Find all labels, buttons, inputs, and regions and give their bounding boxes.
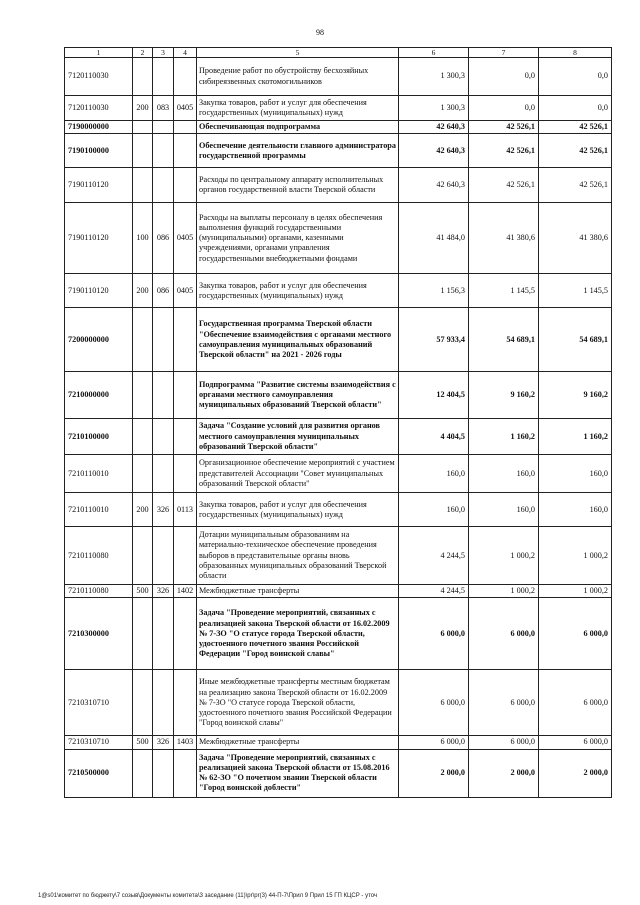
table-row: [65, 598, 612, 670]
row-code-cell: 7190110120: [65, 203, 133, 274]
row-ministry-cell: 326: [153, 736, 174, 749]
row-value-cell: 54 689,1: [539, 308, 612, 372]
table-row: [65, 585, 612, 598]
row-section-cell: 200: [133, 493, 153, 527]
row-ministry-cell: [153, 168, 174, 203]
header-cell: 1: [65, 48, 133, 58]
row-value-cell: 1 300,3: [399, 58, 469, 96]
header-cell: 4: [174, 48, 197, 58]
table-row: [65, 308, 612, 372]
row-name-cell: Межбюджетные трансферты: [197, 585, 399, 598]
header-cell: 8: [539, 48, 612, 58]
table-row: [65, 736, 612, 749]
table-row: [65, 96, 612, 121]
table-row: [65, 134, 612, 168]
row-name-cell: Государственная программа Тверской области "Обеспечение взаимодействия с органами местного самоуправления муниципальных образований Тверской области" на 2021 - 2026 годы: [197, 308, 399, 372]
row-name-cell: Межбюджетные трансферты: [197, 736, 399, 749]
row-name-cell: Задача "Проведение мероприятий, связанных с реализацией закона Тверской области от 15.08.2016 № 62-ЗО "О почетном звании Тверской области "Город воинской доблести": [197, 749, 399, 797]
row-code-cell: 7190110120: [65, 168, 133, 203]
row-ministry-cell: [153, 749, 174, 797]
row-section-cell: [133, 455, 153, 493]
row-value-cell: 6 000,0: [399, 736, 469, 749]
row-subsection-cell: [174, 58, 197, 96]
row-ministry-cell: 326: [153, 493, 174, 527]
row-value-cell: 160,0: [539, 455, 612, 493]
row-subsection-cell: [174, 749, 197, 797]
row-code-cell: 7190000000: [65, 121, 133, 134]
row-subsection-cell: [174, 527, 197, 585]
header-cell: 7: [469, 48, 539, 58]
row-value-cell: 1 145,5: [469, 274, 539, 308]
row-name-cell: Расходы по центральному аппарату исполнительных органов государственной власти Тверской области: [197, 168, 399, 203]
row-code-cell: 7190100000: [65, 134, 133, 168]
row-value-cell: 1 160,2: [539, 419, 612, 455]
row-value-cell: 0,0: [469, 58, 539, 96]
table-row: [65, 203, 612, 274]
row-ministry-cell: [153, 419, 174, 455]
row-code-cell: 7210500000: [65, 749, 133, 797]
row-code-cell: 7210100000: [65, 419, 133, 455]
row-name-cell: Обеспечивающая подпрограмма: [197, 121, 399, 134]
row-value-cell: 6 000,0: [539, 736, 612, 749]
row-code-cell: 7190110120: [65, 274, 133, 308]
row-code-cell: 7210110080: [65, 585, 133, 598]
row-value-cell: 1 160,2: [469, 419, 539, 455]
row-name-cell: Организационное обеспечение мероприятий с участием представителей Ассоциации "Совет муниципальных образований Тверской области": [197, 455, 399, 493]
table-row: [65, 121, 612, 134]
row-subsection-cell: [174, 168, 197, 203]
row-name-cell: Закупка товаров, работ и услуг для обеспечения государственных (муниципальных) нужд: [197, 493, 399, 527]
row-value-cell: 6 000,0: [469, 598, 539, 670]
row-section-cell: [133, 121, 153, 134]
row-value-cell: 41 380,6: [469, 203, 539, 274]
row-value-cell: 1 000,2: [539, 527, 612, 585]
row-value-cell: 12 404,5: [399, 372, 469, 419]
row-value-cell: 42 526,1: [469, 134, 539, 168]
row-value-cell: 41 484,0: [399, 203, 469, 274]
row-value-cell: 42 526,1: [539, 134, 612, 168]
row-value-cell: 6 000,0: [539, 598, 612, 670]
row-code-cell: 7200000000: [65, 308, 133, 372]
row-name-cell: Расходы на выплаты персоналу в целях обеспечения выполнения функций государственными (муниципальными) органами, казенными учреждениями, органами управления государственными внебюджетными фондами: [197, 203, 399, 274]
row-value-cell: 42 526,1: [539, 121, 612, 134]
row-ministry-cell: [153, 598, 174, 670]
page-number: 98: [316, 28, 324, 37]
row-code-cell: 7210310710: [65, 736, 133, 749]
row-subsection-cell: 1402: [174, 585, 197, 598]
row-value-cell: 9 160,2: [539, 372, 612, 419]
table-row: [65, 527, 612, 585]
row-subsection-cell: [174, 121, 197, 134]
row-value-cell: 160,0: [469, 493, 539, 527]
table-header-row: [65, 48, 612, 58]
table-row: [65, 58, 612, 96]
row-section-cell: [133, 527, 153, 585]
row-value-cell: 1 300,3: [399, 96, 469, 121]
row-subsection-cell: [174, 670, 197, 736]
row-ministry-cell: 086: [153, 274, 174, 308]
row-value-cell: 54 689,1: [469, 308, 539, 372]
table-row: [65, 670, 612, 736]
row-subsection-cell: 0405: [174, 203, 197, 274]
header-cell: 6: [399, 48, 469, 58]
row-code-cell: 7210110010: [65, 455, 133, 493]
row-value-cell: 6 000,0: [469, 736, 539, 749]
row-value-cell: 42 640,3: [399, 168, 469, 203]
row-value-cell: 6 000,0: [539, 670, 612, 736]
row-name-cell: Обеспечение деятельности главного администратора государственной программы: [197, 134, 399, 168]
header-cell: 2: [133, 48, 153, 58]
row-value-cell: 42 526,1: [539, 168, 612, 203]
row-section-cell: 100: [133, 203, 153, 274]
row-value-cell: 1 000,2: [539, 585, 612, 598]
row-name-cell: Закупка товаров, работ и услуг для обеспечения государственных (муниципальных) нужд: [197, 274, 399, 308]
row-ministry-cell: 086: [153, 203, 174, 274]
table-row: [65, 168, 612, 203]
row-name-cell: Задача "Создание условий для развития органов местного самоуправления муниципальных образований Тверской области": [197, 419, 399, 455]
table-row: [65, 455, 612, 493]
row-value-cell: 6 000,0: [399, 670, 469, 736]
row-section-cell: [133, 134, 153, 168]
row-value-cell: 2 000,0: [399, 749, 469, 797]
row-subsection-cell: 0113: [174, 493, 197, 527]
row-ministry-cell: [153, 308, 174, 372]
row-code-cell: 7210000000: [65, 372, 133, 419]
row-section-cell: 200: [133, 96, 153, 121]
row-section-cell: [133, 419, 153, 455]
row-ministry-cell: [153, 121, 174, 134]
row-value-cell: 160,0: [469, 455, 539, 493]
row-value-cell: 6 000,0: [469, 670, 539, 736]
table-row: [65, 419, 612, 455]
table-row: [65, 749, 612, 797]
row-value-cell: 9 160,2: [469, 372, 539, 419]
row-ministry-cell: [153, 527, 174, 585]
row-ministry-cell: [153, 670, 174, 736]
row-section-cell: [133, 308, 153, 372]
row-ministry-cell: [153, 58, 174, 96]
row-section-cell: 200: [133, 274, 153, 308]
row-code-cell: 7210110080: [65, 527, 133, 585]
row-value-cell: 160,0: [399, 455, 469, 493]
row-code-cell: 7120110030: [65, 58, 133, 96]
row-section-cell: [133, 749, 153, 797]
row-subsection-cell: [174, 134, 197, 168]
row-name-cell: Проведение работ по обустройству бесхозяйных сибиреязвенных скотомогильников: [197, 58, 399, 96]
row-value-cell: 42 640,3: [399, 121, 469, 134]
row-subsection-cell: [174, 598, 197, 670]
row-value-cell: 160,0: [539, 493, 612, 527]
row-ministry-cell: 326: [153, 585, 174, 598]
row-name-cell: Задача "Проведение мероприятий, связанных с реализацией закона Тверской области от 16.02.2009 № 7-ЗО "О статусе города Тверской области, удостоенного почетного звания Российской Федерации "Город воинской славы": [197, 598, 399, 670]
row-section-cell: 500: [133, 736, 153, 749]
row-ministry-cell: 083: [153, 96, 174, 121]
header-cell: 3: [153, 48, 174, 58]
row-value-cell: 1 145,5: [539, 274, 612, 308]
row-subsection-cell: 1403: [174, 736, 197, 749]
row-code-cell: 7210110010: [65, 493, 133, 527]
row-value-cell: 1 156,3: [399, 274, 469, 308]
row-ministry-cell: [153, 372, 174, 419]
row-subsection-cell: [174, 372, 197, 419]
row-code-cell: 7210300000: [65, 598, 133, 670]
row-value-cell: 42 526,1: [469, 168, 539, 203]
row-ministry-cell: [153, 134, 174, 168]
row-value-cell: 4 404,5: [399, 419, 469, 455]
row-section-cell: [133, 58, 153, 96]
row-value-cell: 4 244,5: [399, 585, 469, 598]
row-value-cell: 4 244,5: [399, 527, 469, 585]
row-subsection-cell: [174, 308, 197, 372]
table-row: [65, 274, 612, 308]
row-subsection-cell: 0405: [174, 96, 197, 121]
row-value-cell: 0,0: [539, 96, 612, 121]
row-name-cell: Закупка товаров, работ и услуг для обеспечения государственных (муниципальных) нужд: [197, 96, 399, 121]
file-path-footer: 1@s01\комитет по бюджету\7 созыв\Документы комитета\3 заседание (11)\pr\pr(3) 44-П-7\Прил 9 Прил 15 ГП КЦСР - уточ: [38, 893, 378, 899]
row-section-cell: [133, 670, 153, 736]
row-name-cell: Подпрограмма "Развитие системы взаимодействия с органами местного самоуправления муниципальных образований Тверской области": [197, 372, 399, 419]
row-value-cell: 0,0: [539, 58, 612, 96]
row-value-cell: 42 640,3: [399, 134, 469, 168]
row-section-cell: 500: [133, 585, 153, 598]
row-subsection-cell: 0405: [174, 274, 197, 308]
row-subsection-cell: [174, 455, 197, 493]
row-ministry-cell: [153, 455, 174, 493]
row-subsection-cell: [174, 419, 197, 455]
row-name-cell: Дотации муниципальным образованиям на материально-техническое обеспечение проведения выборов в представительные органы вновь образованных муниципальных образований Тверской области: [197, 527, 399, 585]
row-section-cell: [133, 598, 153, 670]
header-cell: 5: [197, 48, 399, 58]
table-row: [65, 493, 612, 527]
row-value-cell: 42 526,1: [469, 121, 539, 134]
row-name-cell: Иные межбюджетные трансферты местным бюджетам на реализацию закона Тверской области от 16.02.2009 № 7-ЗО "О статусе города Тверской области, удостоенного почетного звания Российской Федерации "Город воинской славы": [197, 670, 399, 736]
row-value-cell: 57 933,4: [399, 308, 469, 372]
row-value-cell: 6 000,0: [399, 598, 469, 670]
row-value-cell: 1 000,2: [469, 585, 539, 598]
row-value-cell: 1 000,2: [469, 527, 539, 585]
row-value-cell: 2 000,0: [539, 749, 612, 797]
row-value-cell: 160,0: [399, 493, 469, 527]
row-code-cell: 7120110030: [65, 96, 133, 121]
row-value-cell: 41 380,6: [539, 203, 612, 274]
row-section-cell: [133, 372, 153, 419]
row-value-cell: 2 000,0: [469, 749, 539, 797]
row-value-cell: 0,0: [469, 96, 539, 121]
budget-table: [64, 47, 612, 798]
row-section-cell: [133, 168, 153, 203]
row-code-cell: 7210310710: [65, 670, 133, 736]
table-row: [65, 372, 612, 419]
